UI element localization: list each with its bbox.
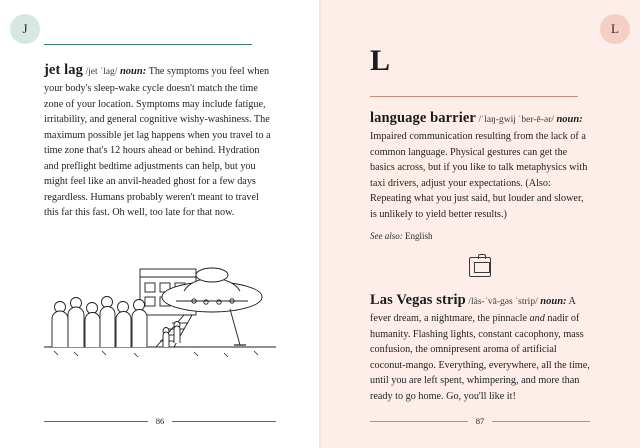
footer-rule-left <box>44 421 148 422</box>
entry-headword: Las Vegas strip <box>370 292 466 309</box>
page-gutter <box>319 0 321 448</box>
right-page-content <box>370 44 590 420</box>
left-page-content <box>44 44 276 369</box>
entry-part-of-speech: noun: <box>556 114 583 125</box>
entry-part-of-speech: noun: <box>540 296 567 308</box>
entry-headword: jet lag <box>44 62 83 78</box>
right-page-footer <box>370 416 590 426</box>
page-number-right: 87 <box>475 416 485 426</box>
entry-pronunciation: /ˈlaŋ-gwij ˈber-ē-ər/ <box>478 115 554 125</box>
entry-jet-lag <box>44 59 276 221</box>
see-also-target[interactable]: English <box>405 231 433 242</box>
see-also <box>370 231 590 241</box>
footer-rule-left <box>370 421 468 422</box>
entry-language-barrier <box>370 107 590 241</box>
entry-definition: Impaired communication resulting from the lack of a common language. Physical gestures can get the basics across, but if you like to talk metaphysics with taxi drivers, adjust your expectations. (Also: Repeating what you just said, but louder and slower, is unlikely to yield better results.) <box>370 131 588 220</box>
footer-rule-right <box>172 421 276 422</box>
entry-pronunciation: /jet ˈlag/ <box>85 67 118 77</box>
entry-language-barrier-text <box>370 107 590 222</box>
footer-rule-right <box>492 421 590 422</box>
entry-part-of-speech: noun: <box>119 66 147 77</box>
section-rule <box>370 96 578 97</box>
entry-las-vegas-strip <box>370 289 590 404</box>
entry-definition-part-1: A fever dream, a nightmare, the pinnacle <box>370 296 576 325</box>
entry-headword: language barrier <box>370 110 476 126</box>
entry-definition: The symptoms you feel when your body's sleep-wake cycle doesn't match the time zone of your location. Symptoms may include fatigue, irritability, and general cognitive wishy-washiness. The maximum possible jet lag happens when you travel to a time zone that's 12 hours ahead or behind. Hydration and preflight bedtime adjustments can help, but you might feel like an anvil-headed ghost for a few days regardless. Humans probably weren't meant to travel this far this fast. Oh well, too late for that now. <box>44 66 271 219</box>
section-tab-right[interactable]: L <box>600 14 630 44</box>
entry-definition-part-2: nadir of humanity. Flashing lights, constant cacophony, mass confusion, the omnipresent aroma of artificial coconut-mango. Everything, everywhere, all the time, until you are left spent, whimpering, and more than ready to go home. Go, you'll like it! <box>370 313 590 402</box>
entry-las-vegas-strip-text <box>370 289 590 404</box>
entry-definition-emphasis: and <box>529 313 545 325</box>
see-also-label: See also: <box>370 231 403 242</box>
left-page-footer <box>44 416 276 426</box>
slot-machine-icon <box>469 257 491 277</box>
entry-top-rule <box>44 44 252 45</box>
page-number-left: 86 <box>155 416 165 426</box>
section-tab-left[interactable]: J <box>10 14 40 44</box>
ufo-abduction-illustration <box>44 239 276 369</box>
entry-jet-lag-text <box>44 59 276 221</box>
right-page <box>320 0 640 448</box>
entry-pronunciation: /läs-ˈvā-gəs ˈstrip/ <box>468 297 538 308</box>
section-heading-letter: L <box>370 44 391 77</box>
entry-divider <box>370 257 590 277</box>
